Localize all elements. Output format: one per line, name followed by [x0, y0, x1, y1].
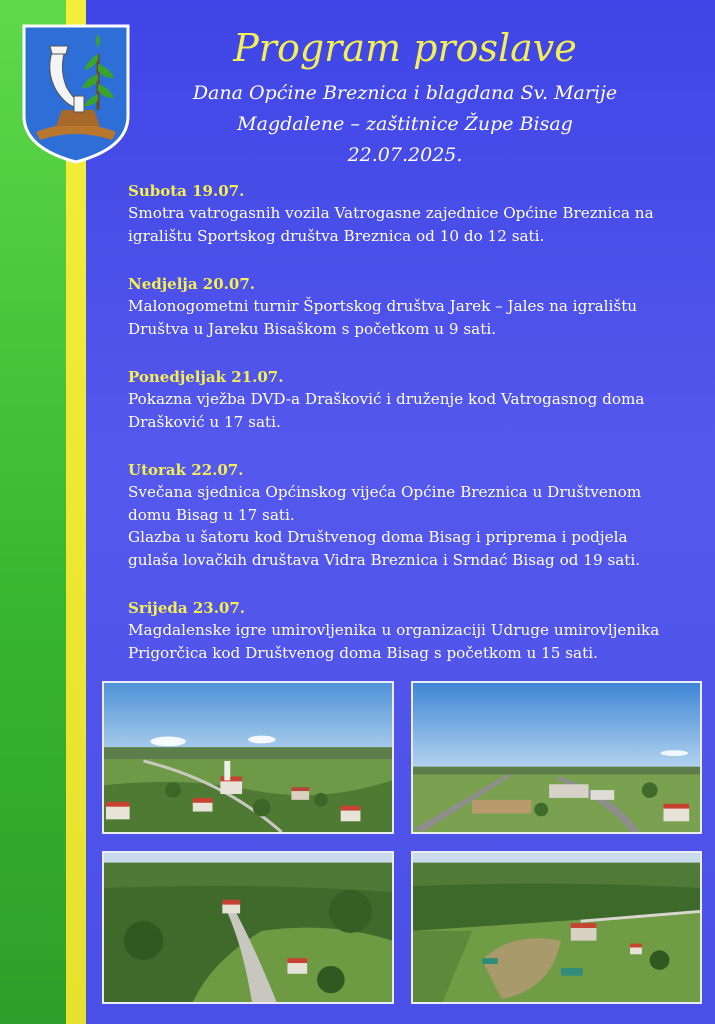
coat-of-arms-icon — [22, 24, 130, 164]
event-line: Svečana sjednica Općinskog vijeća Općine Breznica u Društvenom — [128, 483, 642, 501]
event-tuesday — [128, 459, 693, 571]
event-day: Utorak 22.07. — [128, 461, 244, 479]
event-line: Društva u Jareku Bisaškom s početkom u 9 sati. — [128, 319, 497, 338]
event-line: gulaša lovačkih društava Vidra Breznica i Srndać Bisag od 19 sati. — [128, 550, 641, 569]
subtitle-line: Dana Općine Breznica i blagdana Sv. Marije — [192, 82, 618, 104]
event-day: Subota 19.07. — [128, 182, 245, 200]
event-description — [128, 619, 693, 664]
event-line: domu Bisag u 17 sati. — [128, 505, 295, 524]
aerial-photo-forest-road — [102, 851, 394, 1004]
event-line: Smotra vatrogasnih vozila Vatrogasne zajednice Općine Breznica na — [128, 204, 654, 222]
event-monday — [128, 366, 693, 433]
event-description — [128, 481, 693, 571]
event-day: Nedjelja 20.07. — [128, 275, 255, 293]
subtitle-line: Magdalene – zaštitnice Župe Bisag — [237, 113, 573, 135]
event-line: Drašković u 17 sati. — [128, 412, 281, 431]
page-subtitle — [150, 78, 660, 171]
event-date: 22.07.2025. — [347, 144, 463, 166]
event-day: Ponedjeljak 21.07. — [128, 368, 284, 386]
event-line: Malonogometni turnir Športskog društva Jarek – Jales na igralištu — [128, 297, 638, 315]
page-title: Program proslave — [233, 26, 577, 70]
event-description — [128, 388, 693, 433]
event-description — [128, 202, 693, 247]
event-line: igralištu Sportskog društva Breznica od 10 do 12 sati. — [128, 226, 545, 245]
event-sunday — [128, 273, 693, 340]
event-line: Glazba u šatoru kod Društvenog doma Bisag i priprema i podjela — [128, 528, 628, 546]
event-wednesday — [128, 597, 693, 664]
aerial-photo-fields — [411, 851, 702, 1004]
event-line: Prigorčica kod Društvenog doma Bisag s početkom u 15 sati. — [128, 643, 598, 662]
event-day: Srijeda 23.07. — [128, 599, 246, 617]
event-saturday — [128, 180, 693, 247]
event-line: Pokazna vježba DVD-a Drašković i druženje kod Vatrogasnog doma — [128, 390, 645, 408]
aerial-photo-highway — [411, 681, 702, 834]
event-list — [128, 180, 693, 690]
event-description — [128, 295, 693, 340]
event-line: Magdalenske igre umirovljenika u organizaciji Udruge umirovljenika — [128, 621, 660, 639]
aerial-photo-village — [102, 681, 394, 834]
